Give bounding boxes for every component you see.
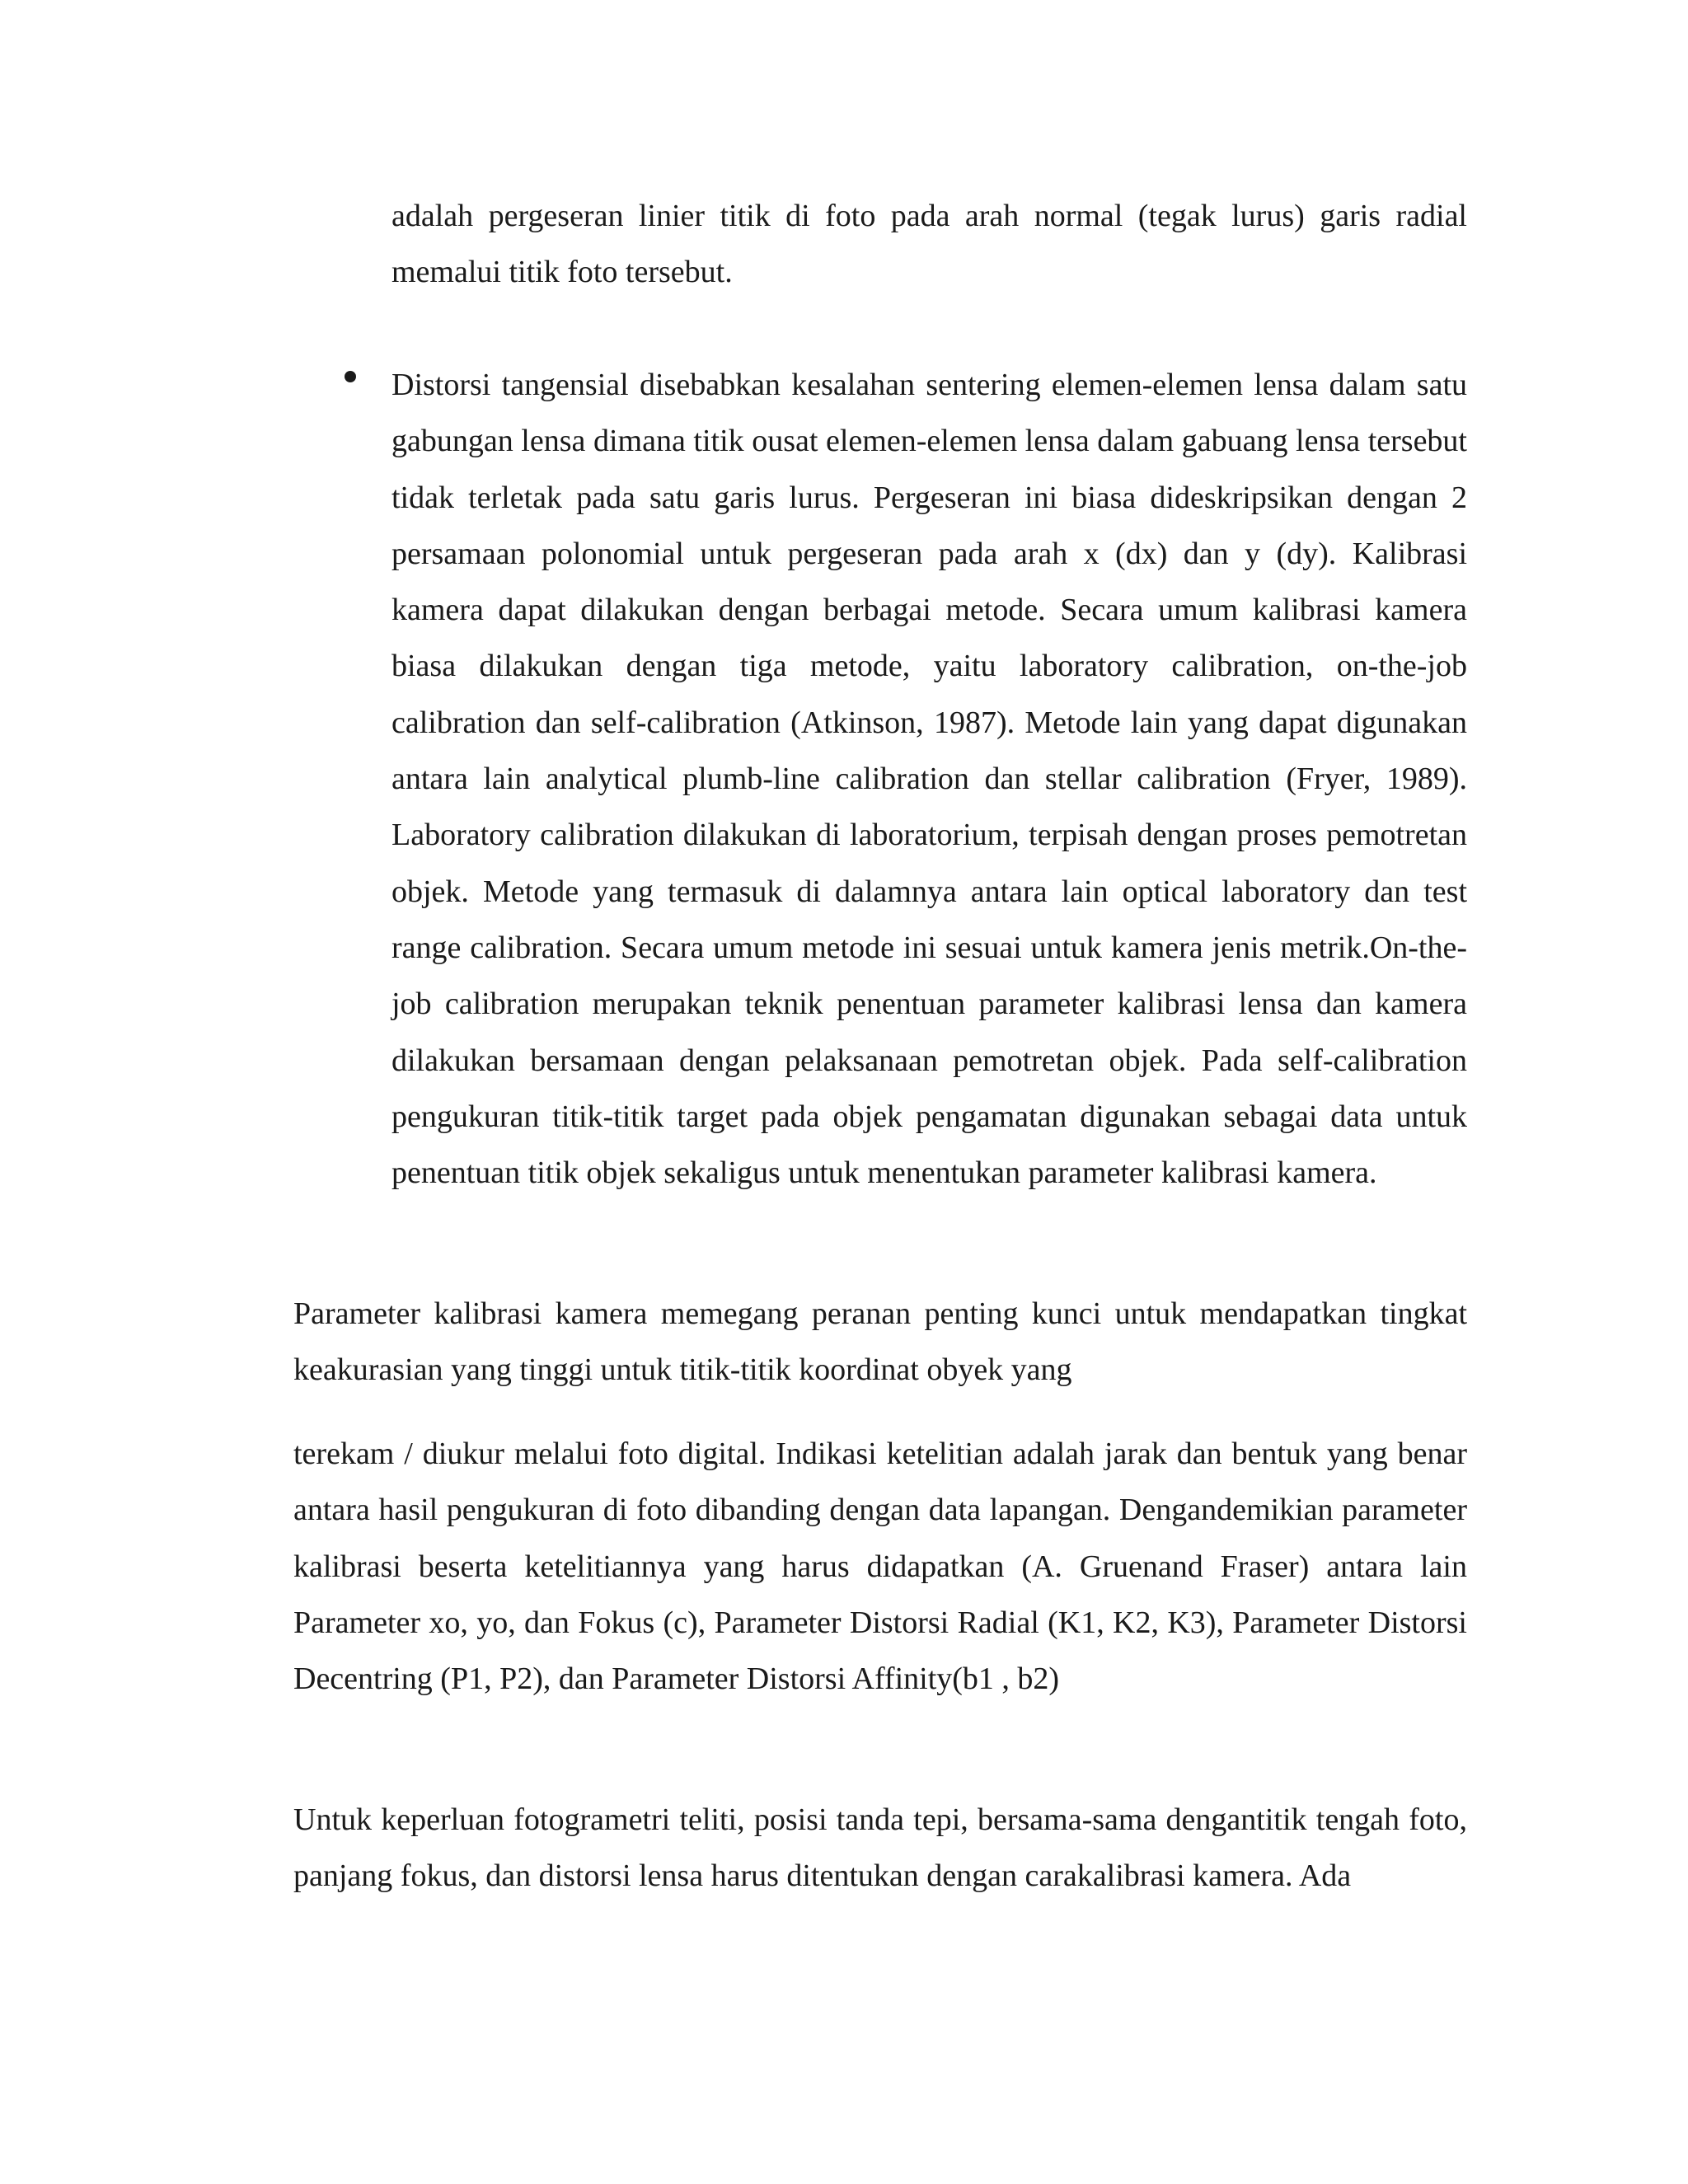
paragraph-untuk-keperluan: Untuk keperluan fotogrametri teliti, posisi tanda tepi, bersama-sama dengantitik tengah foto, panjang fokus, dan distorsi lensa harus ditentukan dengan carakalibrasi kamera. Ada [293,1802,1467,1894]
continuation-paragraph: adalah pergeseran linier titik di foto pada arah normal (tegak lurus) garis radial memalui titik foto tersebut. [392,199,1467,290]
paragraph-terekam: terekam / diukur melalui foto digital. Indikasi ketelitian adalah jarak dan bentuk yang benar antara hasil pengukuran di foto dibanding dengan data lapangan. Dengandemikian parameter kalibrasi beserta ketelitiannya yang harus didapatkan (A. Gruenand Fraser) antara lain Parameter xo, yo, dan Fokus (c), Parameter Distorsi Radial (K1, K2, K3), Parameter Distorsi Decentring (P1, P2), dan Parameter Distorsi Affinity(b1 , b2) [293,1436,1467,1697]
bullet-icon [342,368,359,385]
paragraph-parameter-kalibrasi: Parameter kalibrasi kamera memegang peranan penting kunci untuk mendapatkan tingkat keakurasian yang tinggi untuk titik-titik koordinat obyek yang [293,1296,1467,1388]
bullet-item-paragraph: Distorsi tangensial disebabkan kesalahan sentering elemen-elemen lensa dalam satu gabungan lensa dimana titik ousat elemen-elemen lensa dalam gabuang lensa tersebut tidak terletak pada satu garis lurus. Pergeseran ini biasa dideskripsikan dengan 2 persamaan polonomial untuk pergeseran pada arah x (dx) dan y (dy). Kalibrasi kamera dapat dilakukan dengan berbagai metode. Secara umum kalibrasi kamera biasa dilakukan dengan tiga metode, yaitu laboratory calibration, on-the-job calibration dan self-calibration (Atkinson, 1987). Metode lain yang dapat digunakan antara lain analytical plumb-line calibration dan stellar calibration (Fryer, 1989). Laboratory calibration dilakukan di laboratorium, terpisah dengan proses pemotretan objek. Metode yang termasuk di dalamnya antara lain optical laboratory dan test range calibration. Secara umum metode ini sesuai untuk kamera jenis metrik.On-the-job calibration merupakan teknik penentuan parameter kalibrasi lensa dan kamera dilakukan bersamaan dengan pelaksanaan pemotretan objek. Pada self-calibration pengukuran titik-titik target pada objek pengamatan digunakan sebagai data untuk penentuan titik objek sekaligus untuk menentukan parameter kalibrasi kamera. [392,368,1467,1191]
